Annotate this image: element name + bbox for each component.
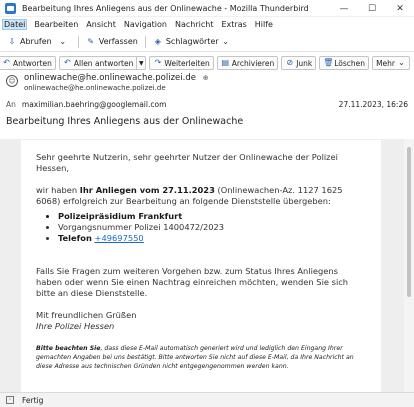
message-subject: Bearbeitung Ihres Anliegens aus der Onlinewache (6, 116, 244, 127)
menu-bar (0, 17, 414, 31)
message-actions (0, 56, 410, 72)
minimize-button[interactable]: — (339, 3, 349, 14)
menu-bearbeiten[interactable]: Bearbeiten (34, 19, 79, 29)
station-name: • Polizeipräsidium Frankfurt (58, 211, 366, 222)
title-bar (0, 0, 414, 17)
archive-button[interactable] (217, 56, 278, 70)
menu-navigation[interactable]: Navigation (123, 19, 167, 29)
footnote (36, 344, 366, 371)
maximize-button[interactable]: ☐ (367, 3, 377, 14)
close-button[interactable]: ✕ (396, 3, 404, 14)
station-list (58, 211, 366, 244)
write-button[interactable] (83, 34, 141, 50)
tags-label: Schlagwörter (165, 37, 219, 46)
intro-pre: wir haben (36, 185, 80, 195)
reply-all-icon: ↶ (64, 58, 71, 67)
more-label: Mehr (376, 58, 395, 68)
pencil-icon: ✎ (87, 36, 95, 46)
menu-nachricht[interactable]: Nachricht (175, 19, 214, 29)
junk-label: Junk (296, 58, 313, 68)
sender-name[interactable]: onlinewache@he.onlinewache.polizei.de (24, 73, 196, 83)
reply-label: Antworten (12, 58, 52, 68)
signature: Ihre Polizei Hessen (36, 321, 115, 331)
thunderbird-icon (5, 3, 16, 14)
regards: Mit freundlichen Grüßen (36, 310, 137, 320)
menu-datei[interactable]: Datei (4, 19, 26, 29)
reply-all-label: Allen antworten (73, 58, 134, 68)
forward-icon: ↷ (154, 58, 162, 67)
get-messages-button[interactable] (4, 34, 55, 50)
connection-status-icon: ◦ (6, 396, 14, 404)
scrollbar-thumb[interactable] (407, 147, 411, 297)
download-icon: ⇩ (8, 36, 16, 46)
tags-button[interactable] (150, 34, 237, 50)
vertical-scrollbar[interactable] (404, 139, 414, 392)
reply-icon: ↶ (3, 58, 10, 67)
from-block (6, 73, 209, 92)
questions-paragraph: Falls Sie Fragen zum weiteren Vorgehen bzw. zum Status Ihres Anliegens haben oder wenn Sie einen Nachtrag einreichen möchten, wenden Sie sich bitte an diese Dienststelle. (36, 266, 349, 298)
case-number: • Vorgangsnummer Polizei 1400472/2023 (58, 222, 366, 233)
forward-button[interactable] (149, 56, 213, 70)
greeting: Sehr geehrte Nutzerin, sehr geehrter Nutzer der Onlinewache der Polizei Hessen, (36, 152, 338, 173)
footnote-bold: Bitte beachten Sie (36, 345, 101, 352)
phone-item (58, 233, 366, 244)
message-body-area (0, 139, 414, 392)
intro-bold: Ihr Anliegen vom 27.11.2023 (79, 185, 215, 195)
phone-label: Telefon (58, 233, 92, 243)
tag-icon: ◈ (154, 36, 161, 46)
status-text: Fertig (22, 395, 44, 405)
get-messages-label: Abrufen (20, 37, 52, 46)
trash-icon: 🗑 (323, 58, 334, 67)
chevron-down-icon: ⌄ (398, 58, 405, 67)
delete-button[interactable] (319, 56, 369, 70)
reply-button[interactable] (0, 56, 56, 70)
junk-icon: ⊘ (286, 58, 294, 67)
message-content (21, 140, 381, 392)
archive-label: Archivieren (231, 58, 275, 68)
sender-address: onlinewache@he.onlinewache.polizei.de (24, 84, 166, 92)
toolbar-separator (78, 36, 79, 48)
junk-button[interactable] (281, 56, 316, 70)
phone-link[interactable]: +49697550 (94, 233, 144, 243)
intro-paragraph (36, 185, 366, 207)
chevron-down-icon: ⌄ (222, 36, 229, 46)
menu-extras[interactable]: Extras (221, 19, 247, 29)
recipient-address[interactable]: maximilian.baehring@googlemail.com (21, 100, 167, 109)
reply-all-button[interactable] (59, 56, 146, 70)
toolbar-separator (145, 36, 146, 48)
recipient-row (6, 100, 408, 109)
window-controls (330, 0, 414, 17)
get-messages-dropdown[interactable] (55, 34, 74, 50)
menu-ansicht[interactable]: Ansicht (86, 19, 116, 29)
status-bar (0, 392, 414, 407)
chevron-down-icon: ⌄ (59, 36, 67, 46)
window-title: Bearbeitung Ihres Anliegens aus der Onlinewache - Mozilla Thunderbird (22, 3, 309, 13)
message-date: 27.11.2023, 16:26 (338, 100, 408, 109)
main-toolbar (0, 32, 414, 52)
menu-hilfe[interactable]: Hilfe (254, 19, 273, 29)
forward-label: Weiterleiten (164, 58, 210, 68)
intro-post: (Onlinewachen-Az. 1127 1625 6068) erfolgreich zur Bearbeitung an folgende Dienststelle übergeben: (36, 185, 343, 206)
archive-icon: ▤ (221, 58, 230, 67)
delete-label: Löschen (334, 58, 366, 68)
avatar: ☺ (6, 75, 18, 87)
to-label: An (6, 100, 16, 109)
more-button[interactable] (372, 56, 410, 70)
footnote-text: , dass diese E-Mail automatisch generiert wird und lediglich den Eingang Ihrer gemachten Angaben bei uns bestätigt. Bitte antworten Sie nicht auf diese E-Mail, da Ihre Nachricht an diese Adresse aus technischen Gründen nicht entgegengenommen werden kann. (36, 345, 354, 370)
reply-all-dropdown-icon[interactable]: ▼ (136, 57, 145, 69)
add-contact-icon[interactable]: ⊕ (202, 74, 209, 82)
write-label: Verfassen (98, 37, 138, 46)
